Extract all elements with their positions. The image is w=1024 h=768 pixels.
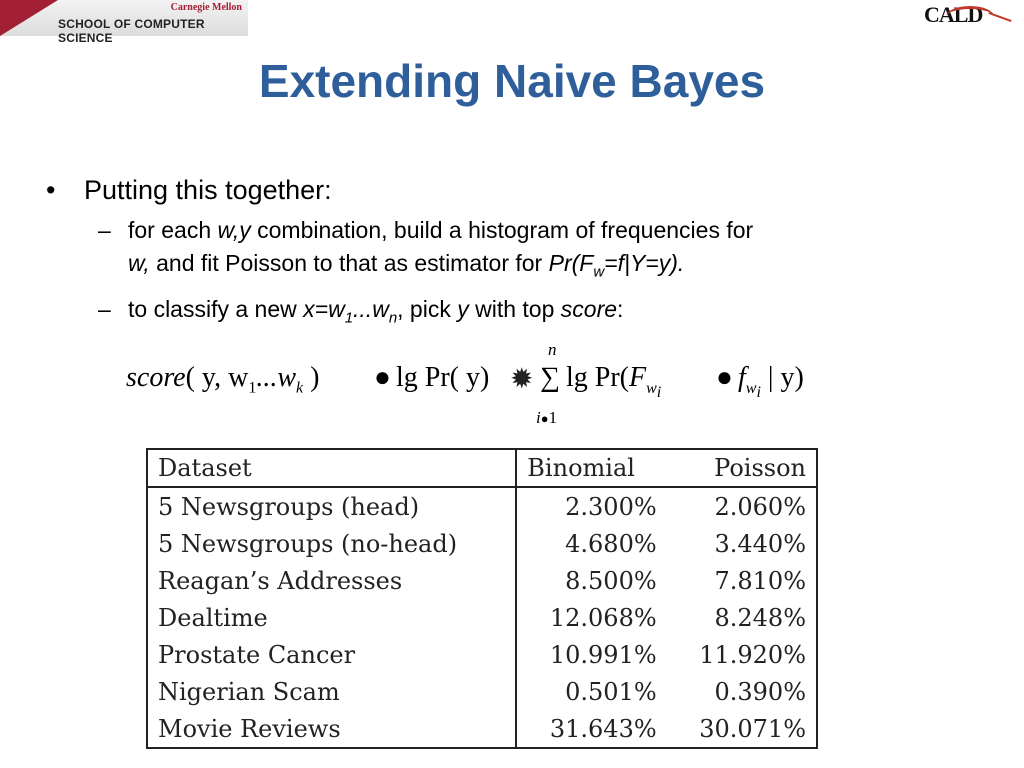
cmu-scs-logo (0, 0, 248, 45)
bullet-list (46, 170, 946, 334)
cell-poisson: 8.248% (714, 603, 806, 632)
formula-equals-glyph-2: ● (716, 362, 733, 393)
cell-dataset: Prostate Cancer (147, 636, 516, 673)
cmu-logo-swoosh (0, 0, 58, 36)
formula-log-prior: lg Pr( y) (396, 362, 490, 393)
table-row (147, 636, 817, 673)
cell-binomial: 31.643% (549, 714, 657, 743)
cell-binomial: 10.991% (549, 640, 657, 669)
cell-dataset: Movie Reviews (147, 710, 516, 748)
table-row (147, 599, 817, 636)
sub-bullet-marker: – (98, 295, 111, 322)
slide-title: Extending Naive Bayes (258, 55, 766, 107)
bullet-text: Putting this together: (84, 175, 332, 205)
cald-logo (924, 2, 1016, 30)
cell-poisson: 3.440% (714, 529, 806, 558)
table-header-row (147, 449, 817, 487)
header-poisson: Poisson (667, 449, 817, 487)
cell-dataset: Dealtime (147, 599, 516, 636)
sum-lower-limit: i●1 (536, 408, 558, 427)
formula-lhs: score( y, $w_1...w_k$ ) (126, 362, 320, 397)
cell-dataset: 5 Newsgroups (no-head) (147, 525, 516, 562)
cell-dataset: 5 Newsgroups (head) (147, 487, 516, 525)
sub-bullet-text: for each w,y combination, build a histogram of frequencies for w, and fit Poisson to that as estimator for $Pr(F_w=f|Y=y)$. (128, 217, 754, 281)
cell-poisson: 11.920% (699, 640, 806, 669)
table-row (147, 562, 817, 599)
cell-binomial: 8.500% (565, 566, 657, 595)
cell-poisson: 7.810% (714, 566, 806, 595)
cell-binomial: 2.300% (565, 492, 657, 521)
header-dataset: Dataset (147, 449, 516, 487)
table-row (147, 710, 817, 748)
bullet-putting-together (46, 170, 946, 210)
cmu-logo-school: SCHOOL OF COMPUTER SCIENCE (58, 17, 205, 45)
sum-upper-limit: n (548, 340, 557, 359)
formula-plus-glyph: ✹ (510, 364, 534, 395)
formula-equals-glyph: ● (374, 362, 391, 393)
cell-binomial: 0.501% (565, 677, 657, 706)
cald-logo-text: CALD (924, 2, 983, 27)
sub-bullet-text: to classify a new $x=w_1...w_n$, pick y with top score: (128, 295, 624, 327)
cell-poisson: 2.060% (714, 492, 806, 521)
cell-binomial: 4.680% (565, 529, 657, 558)
formula-log-term: $\lg Pr(F_{w_i}$ (566, 362, 662, 401)
cell-dataset: Reagan’s Addresses (147, 562, 516, 599)
cell-poisson: 30.071% (699, 714, 806, 743)
table-row (147, 487, 817, 525)
formula-feature-value: $f_{w_i}$ | y) (738, 362, 804, 401)
bullet-marker: • (46, 175, 56, 205)
score-formula (126, 340, 886, 432)
sub-bullet-histogram (46, 214, 946, 289)
cmu-logo-name: Carnegie Mellon (170, 2, 242, 13)
header-binomial: Binomial (516, 449, 666, 487)
cald-logo-arc (946, 6, 994, 27)
sub-bullet-marker: – (98, 217, 111, 243)
cell-binomial: 12.068% (549, 603, 657, 632)
table-row (147, 673, 817, 710)
sum-icon: ∑ (540, 362, 560, 393)
results-table (146, 448, 818, 749)
table-row (147, 525, 817, 562)
cell-dataset: Nigerian Scam (147, 673, 516, 710)
cell-poisson: 0.390% (714, 677, 806, 706)
sub-bullet-classify (46, 293, 946, 335)
